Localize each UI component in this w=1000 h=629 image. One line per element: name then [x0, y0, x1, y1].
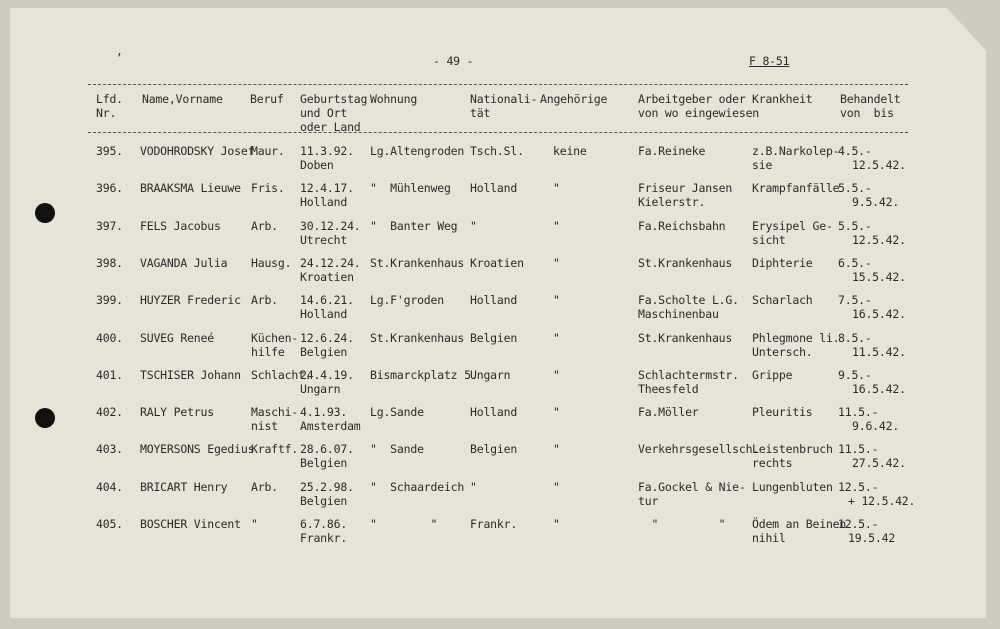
header-col-krank: Krankheit: [752, 92, 813, 106]
cell-angeh: ": [553, 517, 560, 531]
cell-nation: Holland: [470, 181, 518, 195]
cell-geburt: 4.1.93. Amsterdam: [300, 405, 361, 433]
cell-angeh: keine: [553, 144, 587, 158]
cell-von: 11.5.-: [838, 405, 879, 419]
cell-arbeit: Fa.Möller: [638, 405, 699, 419]
cell-angeh: ": [553, 219, 560, 233]
cell-geburt: 28.6.07. Belgien: [300, 442, 354, 470]
cell-nation: Holland: [470, 293, 518, 307]
cell-krank: Diphterie: [752, 256, 813, 270]
cell-angeh: ": [553, 293, 560, 307]
file-code: F 8-51: [749, 54, 790, 68]
cell-angeh: ": [553, 405, 560, 419]
cell-von: 8.5.-: [838, 331, 872, 345]
cell-geburt: 6.7.86. Frankr.: [300, 517, 348, 545]
header-col-beruf: Beruf: [250, 92, 284, 106]
cell-name: BOSCHER Vincent: [140, 517, 241, 531]
header-col-name: Name,Vorname: [142, 92, 223, 106]
cell-nr: 402.: [96, 405, 123, 419]
header-rule-bottom: [88, 132, 908, 133]
cell-bis: 15.5.42.: [852, 270, 906, 284]
cell-nr: 398.: [96, 256, 123, 270]
cell-bis: 16.5.42.: [852, 307, 906, 321]
cell-name: HUYZER Frederic: [140, 293, 241, 307]
cell-nr: 397.: [96, 219, 123, 233]
cell-beruf: Hausg.: [251, 256, 292, 270]
cell-geburt: 24.4.19. Ungarn: [300, 368, 354, 396]
header-col-angeh: Angehörige: [540, 92, 608, 106]
cell-nr: 399.: [96, 293, 123, 307]
cell-name: FELS Jacobus: [140, 219, 221, 233]
cell-krank: Lungenbluten: [752, 480, 833, 494]
header-col-nation: Nationali- tät: [470, 92, 538, 120]
cell-wohnung: " Banter Weg: [370, 219, 458, 233]
cell-beruf: Maschi- nist: [251, 405, 299, 433]
cell-geburt: 25.2.98. Belgien: [300, 480, 354, 508]
cell-nation: Kroatien: [470, 256, 524, 270]
cell-nr: 395.: [96, 144, 123, 158]
cell-name: SUVEG Reneé: [140, 331, 214, 345]
header-col-behandelt: Behandelt von bis: [840, 92, 901, 120]
cell-nation: ": [470, 480, 477, 494]
cell-von: 12.5.-: [838, 480, 879, 494]
cell-bis: 9.5.42.: [852, 195, 900, 209]
cell-nation: Holland: [470, 405, 518, 419]
corner-mark: ,: [116, 44, 123, 58]
cell-geburt: 12.4.17. Holland: [300, 181, 354, 209]
cell-bis: 9.6.42.: [852, 419, 900, 433]
header-col-geburt: Geburtstag und Ort oder Land: [300, 92, 368, 134]
cell-arbeit: Fa.Scholte L.G. Maschinenbau: [638, 293, 739, 321]
cell-nation: ": [470, 219, 477, 233]
cell-angeh: ": [553, 480, 560, 494]
cell-krank: Pleuritis: [752, 405, 813, 419]
cell-wohnung: Lg.Altengroden: [370, 144, 465, 158]
cell-geburt: 24.12.24. Kroatien: [300, 256, 361, 284]
cell-geburt: 30.12.24. Utrecht: [300, 219, 361, 247]
cell-name: RALY Petrus: [140, 405, 214, 419]
cell-nation: Ungarn: [470, 368, 511, 382]
cell-wohnung: " Sande: [370, 442, 424, 456]
cell-arbeit: Fa.Gockel & Nie- tur: [638, 480, 746, 508]
cell-krank: Erysipel Ge- sicht: [752, 219, 833, 247]
cell-krank: Leistenbruch rechts: [752, 442, 833, 470]
cell-nation: Frankr.: [470, 517, 518, 531]
cell-beruf: Küchen- hilfe: [251, 331, 299, 359]
cell-name: VODOHRODSKY Josef: [140, 144, 255, 158]
cell-arbeit: St.Krankenhaus: [638, 256, 733, 270]
cell-angeh: ": [553, 331, 560, 345]
cell-nation: Tsch.Sl.: [470, 144, 524, 158]
cell-nr: 403.: [96, 442, 123, 456]
cell-angeh: ": [553, 181, 560, 195]
cell-arbeit: Verkehrsgesellsch.: [638, 442, 760, 456]
cell-wohnung: " Schaardeich: [370, 480, 465, 494]
cell-arbeit: Schlachtermstr. Theesfeld: [638, 368, 739, 396]
cell-von: 9.5.-: [838, 368, 872, 382]
cell-arbeit: Fa.Reineke: [638, 144, 706, 158]
cell-geburt: 11.3.92. Doben: [300, 144, 354, 172]
cell-von: 6.5.-: [838, 256, 872, 270]
cell-wohnung: St.Krankenhaus: [370, 331, 465, 345]
cell-bis: 12.5.42.: [852, 158, 906, 172]
cell-arbeit: Friseur Jansen Kielerstr.: [638, 181, 733, 209]
page-number: - 49 -: [433, 54, 474, 68]
cell-beruf: Arb.: [251, 219, 278, 233]
cell-von: 5.5.-: [838, 181, 872, 195]
punch-hole: [35, 203, 55, 223]
cell-bis: 12.5.42.: [852, 233, 906, 247]
cell-wohnung: " ": [370, 517, 438, 531]
cell-bis: 16.5.42.: [852, 382, 906, 396]
header-col-arbeit: Arbeitgeber oder von wo eingewiesen: [638, 92, 760, 120]
cell-nr: 404.: [96, 480, 123, 494]
header-col-nr: Lfd. Nr.: [96, 92, 123, 120]
cell-krank: z.B.Narkolep- sie: [752, 144, 840, 172]
cell-bis: 19.5.42: [848, 531, 896, 545]
cell-von: 5.5.-: [838, 219, 872, 233]
cell-beruf: Maur.: [251, 144, 285, 158]
cell-name: TSCHISER Johann: [140, 368, 241, 382]
cell-geburt: 14.6.21. Holland: [300, 293, 354, 321]
cell-arbeit: Fa.Reichsbahn: [638, 219, 726, 233]
cell-von: 12.5.-: [838, 517, 879, 531]
cell-beruf: Schlacht.: [251, 368, 312, 382]
cell-name: VAGANDA Julia: [140, 256, 228, 270]
cell-nation: Belgien: [470, 331, 518, 345]
cell-krank: Ödem an Beinen nihil: [752, 517, 847, 545]
cell-angeh: ": [553, 256, 560, 270]
cell-wohnung: Bismarckplatz 5.: [370, 368, 478, 382]
cell-wohnung: St.Krankenhaus: [370, 256, 465, 270]
cell-name: MOYERSONS Egedius: [140, 442, 255, 456]
cell-beruf: Kraftf.: [251, 442, 299, 456]
cell-name: BRICART Henry: [140, 480, 228, 494]
cell-beruf: ": [251, 517, 258, 531]
header-col-wohnung: Wohnung: [370, 92, 418, 106]
cell-nr: 405.: [96, 517, 123, 531]
cell-wohnung: Lg.Sande: [370, 405, 424, 419]
cell-krank: Phlegmone li. Untersch.: [752, 331, 840, 359]
cell-beruf: Fris.: [251, 181, 285, 195]
cell-wohnung: " Mühlenweg: [370, 181, 451, 195]
cell-nr: 396.: [96, 181, 123, 195]
cell-angeh: ": [553, 442, 560, 456]
cell-beruf: Arb.: [251, 293, 278, 307]
header-rule-top: [88, 84, 908, 85]
cell-bis: + 12.5.42.: [848, 494, 916, 508]
cell-name: BRAAKSMA Lieuwe: [140, 181, 241, 195]
cell-bis: 11.5.42.: [852, 345, 906, 359]
cell-krank: Krampfanfälle: [752, 181, 840, 195]
cell-arbeit: " ": [638, 517, 726, 531]
cell-von: 11.5.-: [838, 442, 879, 456]
cell-beruf: Arb.: [251, 480, 278, 494]
punch-hole: [35, 408, 55, 428]
cell-krank: Grippe: [752, 368, 793, 382]
cell-wohnung: Lg.F'groden: [370, 293, 444, 307]
cell-angeh: ": [553, 368, 560, 382]
cell-arbeit: St.Krankenhaus: [638, 331, 733, 345]
cell-nation: Belgien: [470, 442, 518, 456]
cell-nr: 401.: [96, 368, 123, 382]
cell-von: 7.5.-: [838, 293, 872, 307]
cell-nr: 400.: [96, 331, 123, 345]
cell-geburt: 12.6.24. Belgien: [300, 331, 354, 359]
cell-bis: 27.5.42.: [852, 456, 906, 470]
cell-von: 4.5.-: [838, 144, 872, 158]
cell-krank: Scharlach: [752, 293, 813, 307]
